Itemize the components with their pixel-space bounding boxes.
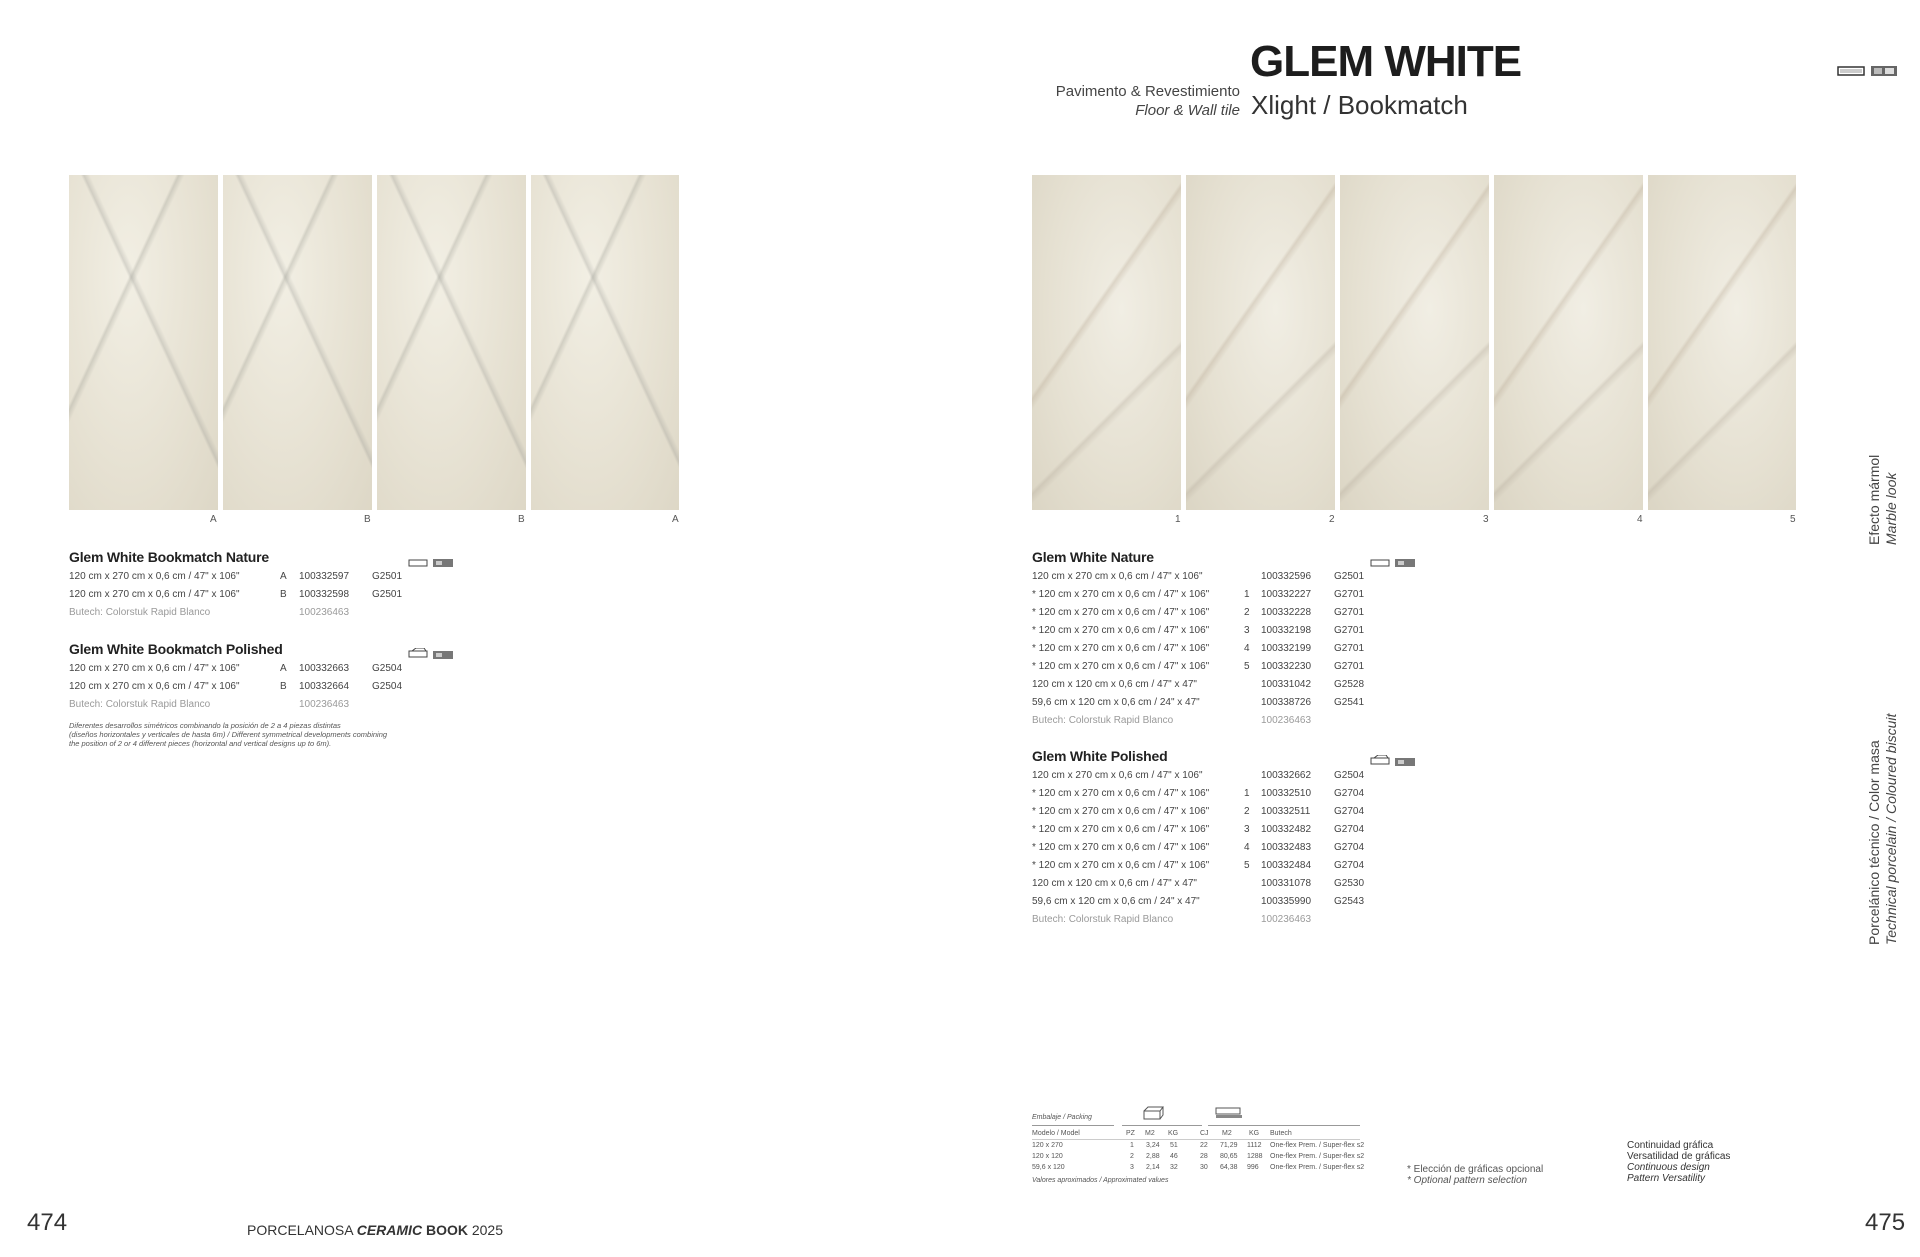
tile-label: 4	[1637, 514, 1643, 525]
tile-image-1	[1032, 175, 1181, 510]
tile-image-a1	[69, 175, 218, 510]
floor-wall-icon	[1395, 554, 1415, 572]
packing-cell: 80,65	[1220, 1153, 1238, 1160]
packing-cell: 22	[1200, 1142, 1208, 1149]
footer-brand: PORCELANOSA CERAMIC BOOK 2025	[247, 1222, 503, 1238]
packing-cell: 32	[1170, 1164, 1178, 1171]
product-type-en: Floor & Wall tile	[1135, 102, 1240, 119]
tile-label: B	[364, 514, 371, 525]
packing-cell: 120 x 120	[1032, 1153, 1063, 1160]
tile-label: B	[518, 514, 525, 525]
page-number-left: 474	[27, 1209, 68, 1236]
floor-wall-icon	[433, 554, 453, 572]
packing-cell: 30	[1200, 1164, 1208, 1171]
tile-image-3	[1340, 175, 1489, 510]
page-subtitle: Xlight / Bookmatch	[1251, 90, 1468, 120]
side-label-marble: Efecto mármol Marble look	[1866, 454, 1899, 545]
box-icon	[408, 645, 428, 663]
box-icon	[1370, 752, 1390, 770]
tile-label: 1	[1175, 514, 1181, 525]
floor-wall-icon	[433, 646, 453, 664]
packing-cell: 2,14	[1146, 1164, 1160, 1171]
packing-cell: 64,38	[1220, 1164, 1238, 1171]
packing-cell: 46	[1170, 1153, 1178, 1160]
packing-cell: 51	[1170, 1142, 1178, 1149]
tile-image-5	[1648, 175, 1796, 510]
packing-cell: 2	[1130, 1153, 1134, 1160]
side-label-porcelain: Porcelánico técnico / Color masa Technical porcelain / Coloured biscuit	[1866, 713, 1899, 945]
packing-cell: 1	[1130, 1142, 1134, 1149]
tile-slab-icon	[1370, 554, 1390, 572]
design-continuity: Continuidad gráfica Versatilidad de gráficas Continuous design Pattern Versatility	[1627, 1140, 1731, 1184]
tile-slab-icon	[408, 554, 428, 572]
pattern-selection-note: * Elección de gráficas opcional * Optional pattern selection	[1407, 1164, 1544, 1186]
packing-cell: 71,29	[1220, 1142, 1238, 1149]
packing-cell: One-flex Prem. / Super-flex s2	[1270, 1153, 1365, 1160]
tile-image-a2	[531, 175, 679, 510]
section-title: Glem White Nature	[1032, 549, 1154, 565]
tile-label: A	[672, 514, 679, 525]
packing-cell: 120 x 270	[1032, 1142, 1063, 1149]
product-type-es: Pavimento & Revestimiento	[1055, 83, 1240, 100]
floor-wall-icon	[1870, 64, 1898, 82]
tile-image-4	[1494, 175, 1643, 510]
section-title: Glem White Bookmatch Polished	[69, 641, 283, 657]
packing-cell: 59,6 x 120	[1032, 1164, 1065, 1171]
pattern-description: Diferentes desarrollos simétricos combinando la posición de 2 a 4 piezas distintas (diseños horizontales y verticales de hasta 6m) / Different symmetrical developments combining the position of 2 or 4 different pieces (horizontal and vertical designs up to 6m).	[69, 721, 388, 748]
packing-cell: 28	[1200, 1153, 1208, 1160]
section-title: Glem White Bookmatch Nature	[69, 549, 269, 565]
packing-cell: One-flex Prem. / Super-flex s2	[1270, 1164, 1365, 1171]
tile-image-b1	[223, 175, 372, 510]
tile-image-b2	[377, 175, 526, 510]
packing-cell: 3	[1130, 1164, 1134, 1171]
page-title: GLEM WHITE	[1250, 37, 1522, 86]
page-number-right: 475	[1865, 1209, 1906, 1236]
tile-slab-icon	[1837, 64, 1865, 82]
tile-label: 5	[1790, 514, 1796, 525]
packing-cell: 1112	[1247, 1142, 1262, 1149]
packing-cell: 996	[1247, 1164, 1259, 1171]
packing-cell: One-flex Prem. / Super-flex s2	[1270, 1142, 1365, 1149]
tile-label: 3	[1483, 514, 1489, 525]
packing-cell: 1288	[1247, 1153, 1263, 1160]
floor-wall-icon	[1395, 753, 1415, 771]
packing-cell: 2,88	[1146, 1153, 1160, 1160]
tile-image-2	[1186, 175, 1335, 510]
section-title: Glem White Polished	[1032, 748, 1168, 764]
packing-table: Embalaje / Packing Modelo / Model PZ M2 KG CJ M2 KG Butech 120 x 270 1 3,24 51 22 71,29 1112 One-flex Prem. / Super-flex s2 120 x 120 2 2,88 46 28 80,65 1288 One-flex Prem. / Super-flex s2 59,6 x 120 3 2,14 32 30 64,38 996 One-flex Prem. / Super-flex s2 Valores aproximados / Approximated values	[1032, 1114, 1365, 1184]
tile-label: A	[210, 514, 217, 525]
tile-label: 2	[1329, 514, 1335, 525]
packing-cell: 3,24	[1146, 1142, 1160, 1149]
